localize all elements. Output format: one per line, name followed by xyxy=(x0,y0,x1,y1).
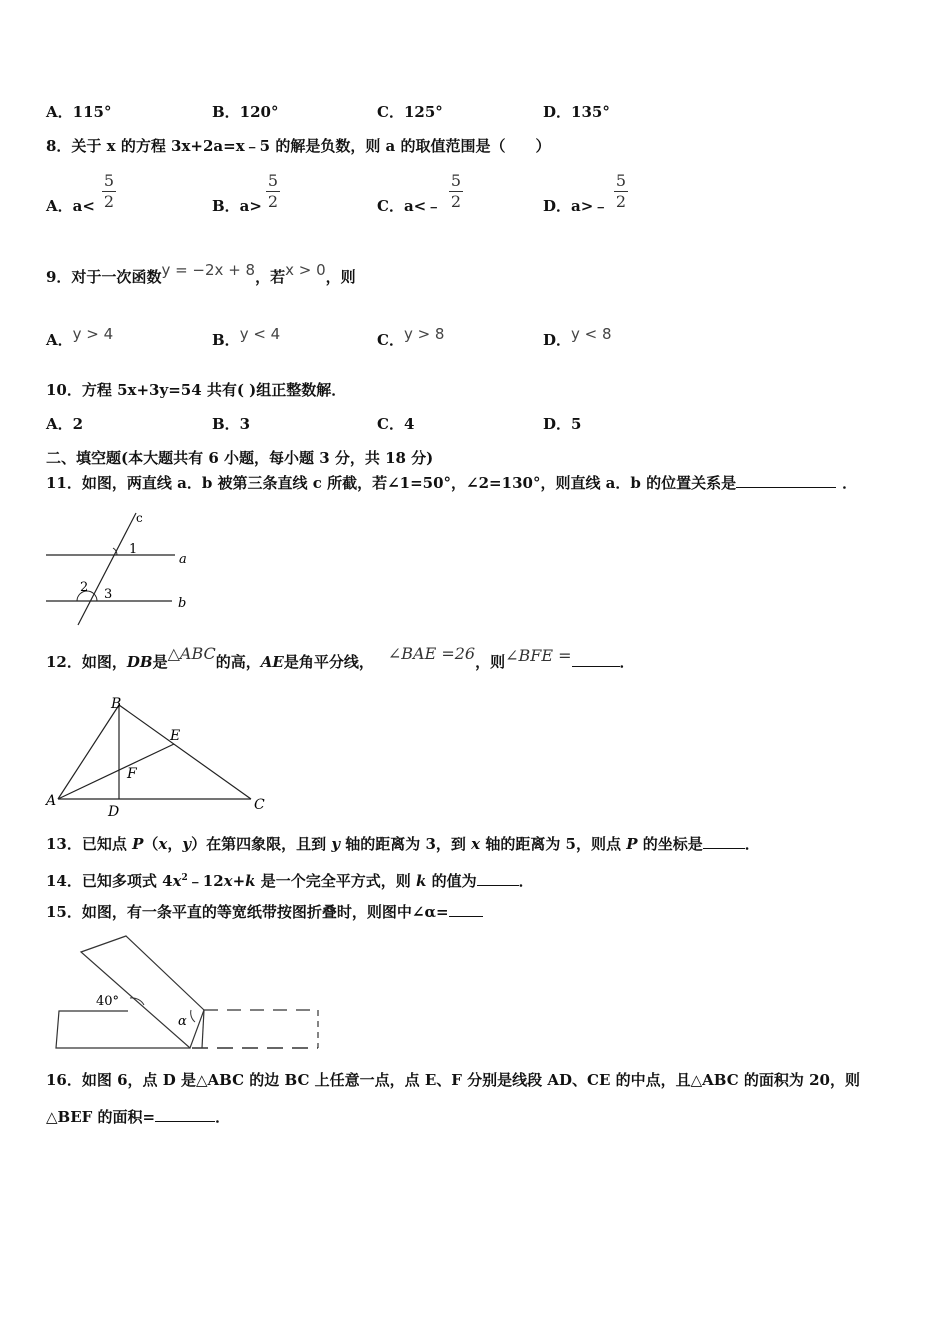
q9-option-a: A．y > 4 xyxy=(46,325,114,349)
q7-option-b: B．120° xyxy=(212,103,279,121)
label-c: c xyxy=(136,511,143,525)
label-a: a xyxy=(179,552,187,567)
q8-option-b: B．a> xyxy=(212,197,262,215)
q8-stem: 8．关于 x 的方程 3x+2a=x﹣5 的解是负数，则 a 的取值范围是（ ） xyxy=(46,137,551,155)
label-D: D xyxy=(108,804,120,820)
label-F: F xyxy=(127,766,137,782)
q16-line1: 16．如图 6，点 D 是△ABC 的边 BC 上任意一点，点 E、F 分别是线段 AD、CE 的中点，且△ABC 的面积为 20，则 xyxy=(46,1071,860,1089)
q9-option-d: D．y < 8 xyxy=(543,325,612,349)
q8-option-d: D．a>﹣ xyxy=(543,197,609,215)
q10-option-a: A．2 xyxy=(46,415,84,433)
label-alpha: α xyxy=(178,1014,187,1029)
q15-stem: 15．如图，有一条平直的等宽纸带按图折叠时，则图中∠α= xyxy=(46,902,483,922)
q11-figure xyxy=(40,505,200,630)
q7-option-c: C．125° xyxy=(377,103,443,121)
label-C: C xyxy=(254,797,265,813)
q11-stem: 11．如图，两直线 a．b 被第三条直线 c 所截，若∠1=50°，∠2=130°，则直线 a．b 的位置关系是 ． xyxy=(46,474,858,492)
side-bc xyxy=(119,705,251,799)
q8-b-fraction: 5 2 xyxy=(267,171,279,211)
q7-option-a: A．115° xyxy=(46,103,112,121)
section-heading: 二、填空题(本大题共有 6 小题，每小题 3 分，共 18 分) xyxy=(46,449,434,467)
label-1: 1 xyxy=(129,542,138,557)
q12-figure xyxy=(40,693,280,823)
q10-option-c: C．4 xyxy=(377,415,415,433)
q14-stem: 14．已知多项式 $4x^2﹣12x+k$ 是一个完全平方式，则 k 的值为 ． xyxy=(46,872,534,890)
q13-stem: 13．已知点 P（x，y）在第四象限，且到 y 轴的距离为 3，到 x 轴的距离为 5，则点 P 的坐标是 ． xyxy=(46,835,760,853)
q8-d-fraction: 5 2 xyxy=(615,171,627,211)
folded-strip xyxy=(81,936,204,1048)
label-2: 2 xyxy=(80,580,89,595)
q8-a-fraction: 5 2 xyxy=(103,171,115,211)
q9-function: y = −2x + 8 xyxy=(161,261,256,279)
q8-c-fraction: 5 2 xyxy=(450,171,462,211)
alpha-arc xyxy=(191,1010,195,1022)
q12-stem: 12．如图，DB是△ABC的高，AE是角平分线， ∠BAE =26，则∠BFE = ． xyxy=(46,644,635,671)
label-A: A xyxy=(46,793,57,809)
q9-option-c: C．y > 8 xyxy=(377,325,445,349)
label-b: b xyxy=(178,596,187,611)
label-E: E xyxy=(170,728,181,744)
q9-condition: x > 0 xyxy=(285,261,326,279)
q7-option-d: D．135° xyxy=(543,103,610,121)
q8-option-a: A．a< xyxy=(46,197,95,215)
label-3: 3 xyxy=(104,587,113,602)
q10-option-d: D．5 xyxy=(543,415,582,433)
label-40: 40° xyxy=(96,994,120,1009)
q8-option-c: C．a<﹣ xyxy=(377,197,442,215)
q9-stem: 9．对于一次函数y = −2x + 8，若x > 0，则 xyxy=(46,261,356,286)
q10-option-b: B．3 xyxy=(212,415,251,433)
q15-figure xyxy=(52,932,327,1057)
q16-line2: △BEF 的面积= ． xyxy=(46,1108,231,1126)
line-c xyxy=(78,513,136,625)
q9-option-b: B．y < 4 xyxy=(212,325,281,349)
label-B: B xyxy=(111,696,122,712)
q10-stem: 10．方程 5x+3y=54 共有( )组正整数解． xyxy=(46,381,347,399)
